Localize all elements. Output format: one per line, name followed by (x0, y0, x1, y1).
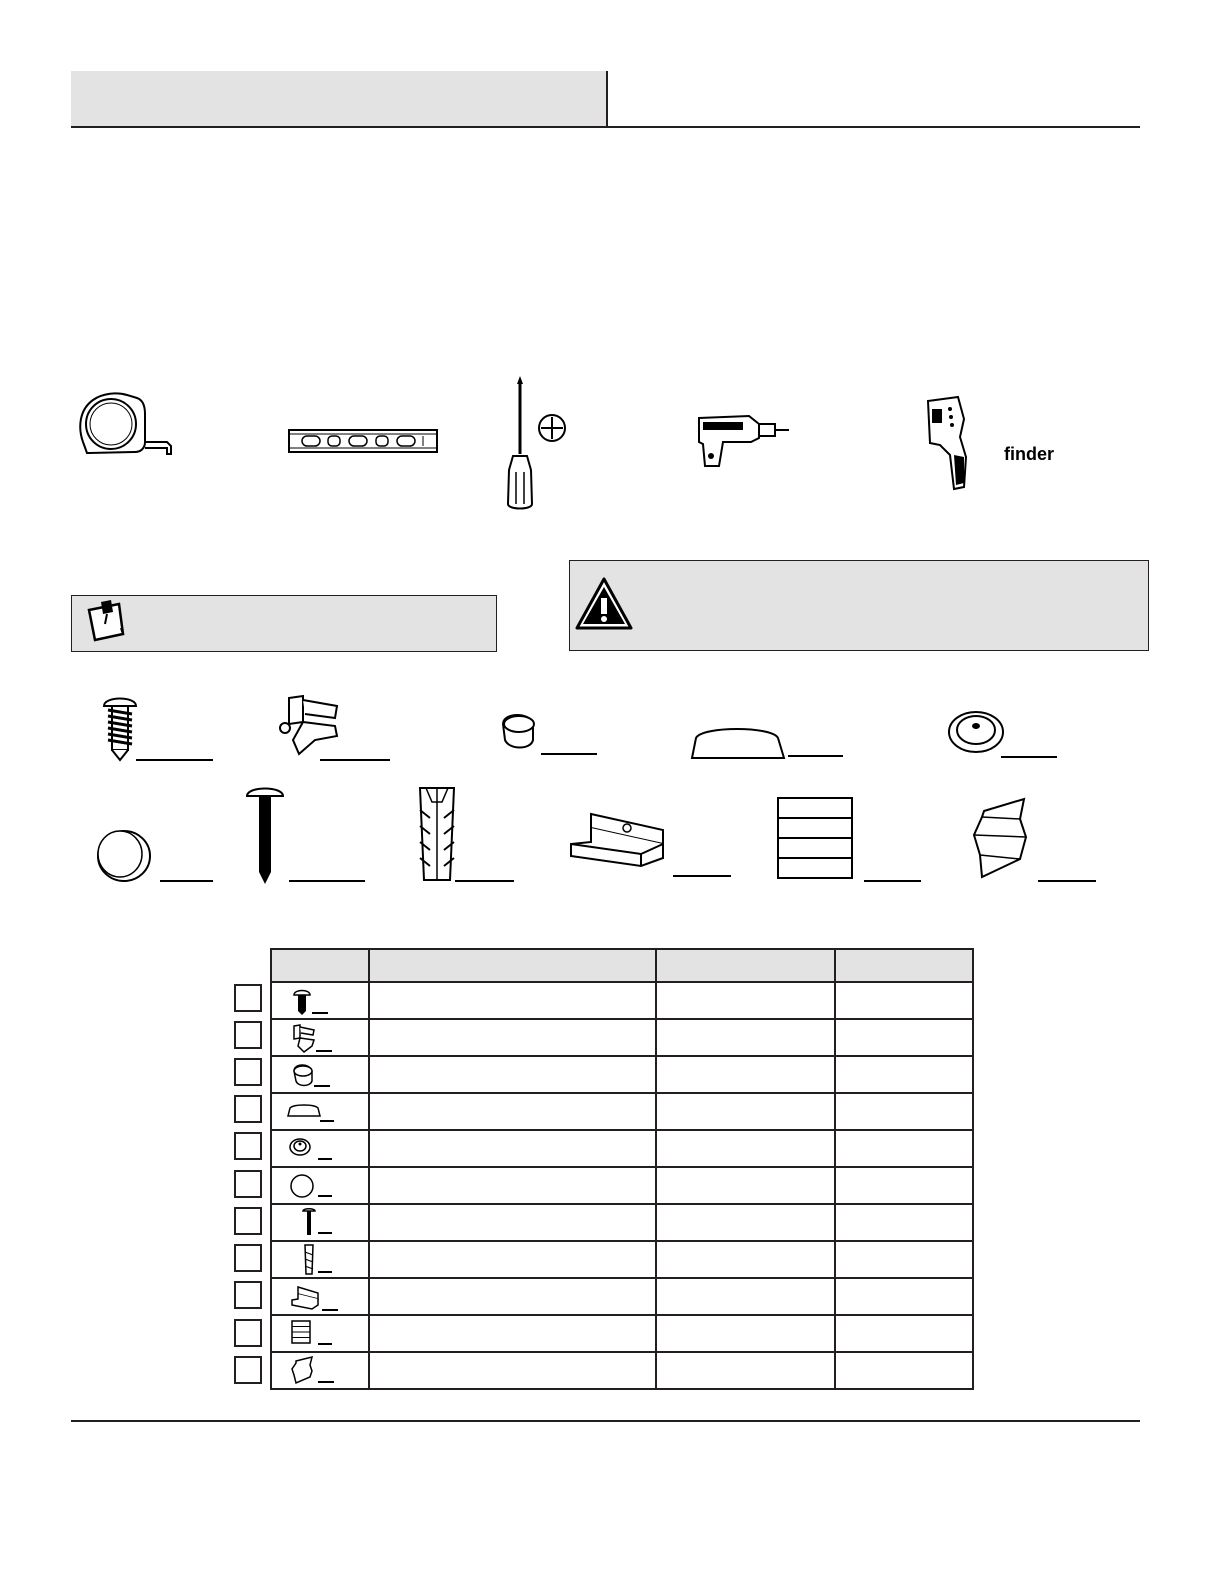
header-title-bar (71, 71, 608, 127)
quantity-blank (1038, 880, 1096, 882)
table-cell (656, 1278, 835, 1315)
quantity-blank (1001, 756, 1057, 758)
hanging-rail-icon (272, 1279, 368, 1314)
bumper-pad-icon (688, 724, 788, 762)
table-row (271, 1352, 973, 1389)
table-cell (835, 982, 973, 1019)
checklist-box[interactable] (234, 984, 262, 1012)
table-cell (656, 1093, 835, 1130)
checklist-box[interactable] (234, 1244, 262, 1272)
quantity-blank (788, 755, 843, 757)
table-cell (369, 982, 656, 1019)
table-cell (835, 1352, 973, 1389)
table-cell (369, 1130, 656, 1167)
part-icon-cell (271, 1315, 369, 1352)
quantity-blank (289, 880, 365, 882)
z-clip-icon (970, 797, 1028, 881)
table-cell (656, 1241, 835, 1278)
shelf-bracket-clip-icon (272, 1020, 368, 1055)
table-row (271, 1241, 973, 1278)
table-header-cell (656, 949, 835, 982)
table-cell (656, 1352, 835, 1389)
table-row (271, 1130, 973, 1167)
part-icon-cell (271, 1130, 369, 1167)
stud-finder-label: finder (1004, 444, 1055, 464)
warning-triangle-icon (574, 576, 634, 632)
part-icon-cell (271, 1278, 369, 1315)
plug-cap-icon (497, 710, 542, 752)
part-icon-cell (271, 1204, 369, 1241)
checklist-box[interactable] (234, 1058, 262, 1086)
table-cell (656, 1315, 835, 1352)
quantity-blank (673, 875, 731, 877)
table-cell (369, 1315, 656, 1352)
table-row (271, 1278, 973, 1315)
table-cell (656, 1130, 835, 1167)
table-header-row (271, 949, 973, 982)
header-divider (606, 71, 608, 128)
part-icon-cell (271, 1167, 369, 1204)
table-cell (369, 1019, 656, 1056)
table-cell (369, 1278, 656, 1315)
tape-measure-icon (75, 390, 180, 465)
quantity-blank (320, 759, 390, 761)
z-clip-icon (272, 1353, 368, 1388)
table-cell (369, 1204, 656, 1241)
quantity-blank (455, 880, 514, 882)
part-icon-cell (271, 1093, 369, 1130)
adhesive-strips-icon (777, 797, 854, 881)
table-cell (835, 1093, 973, 1130)
table-row (271, 1315, 973, 1352)
part-icon-cell (271, 1056, 369, 1093)
checklist-box[interactable] (234, 1281, 262, 1309)
table-row (271, 982, 973, 1019)
table-cell (656, 1019, 835, 1056)
table-cell (369, 1167, 656, 1204)
table-row (271, 1167, 973, 1204)
table-cell (656, 1204, 835, 1241)
warning-box (569, 560, 1149, 651)
level-icon (287, 428, 439, 454)
note-pin-icon (83, 598, 127, 644)
part-icon-cell (271, 1019, 369, 1056)
shelf-bracket-clip-icon (275, 692, 345, 760)
quantity-blank (541, 753, 597, 755)
cover-cap-icon (272, 1168, 368, 1203)
table-row (271, 1204, 973, 1241)
checklist-box[interactable] (234, 1170, 262, 1198)
part-icon-cell (271, 1352, 369, 1389)
table-row (271, 1019, 973, 1056)
wall-anchor-icon (414, 784, 460, 886)
quantity-blank (864, 880, 921, 882)
phillips-screwdriver-icon (498, 374, 573, 514)
table-cell (656, 982, 835, 1019)
screw-with-spring-icon (272, 983, 368, 1018)
grommet-icon (272, 1131, 368, 1166)
table-cell (835, 1315, 973, 1352)
table-cell (835, 1019, 973, 1056)
table-cell (369, 1241, 656, 1278)
checklist-box[interactable] (234, 1021, 262, 1049)
table-header-cell (835, 949, 973, 982)
table-header-cell (369, 949, 656, 982)
grommet-icon (946, 706, 1008, 758)
checklist-box[interactable] (234, 1095, 262, 1123)
checklist-box[interactable] (234, 1319, 262, 1347)
checklist-box[interactable] (234, 1207, 262, 1235)
table-row (271, 1093, 973, 1130)
checklist-box[interactable] (234, 1356, 262, 1384)
table-cell (835, 1204, 973, 1241)
long-screw-icon (245, 784, 285, 886)
table-cell (835, 1056, 973, 1093)
table-cell (835, 1278, 973, 1315)
hanging-rail-icon (567, 810, 667, 868)
table-cell (835, 1241, 973, 1278)
quantity-blank (136, 759, 213, 761)
hardware-table (270, 948, 974, 1390)
table-cell (835, 1167, 973, 1204)
table-row (271, 1056, 973, 1093)
quantity-blank (160, 880, 213, 882)
stud-finder-icon (920, 395, 992, 493)
table-header-cell (271, 949, 369, 982)
table-cell (369, 1093, 656, 1130)
long-screw-icon (272, 1205, 368, 1240)
plug-cap-icon (272, 1057, 368, 1092)
part-icon-cell (271, 1241, 369, 1278)
table-cell (369, 1352, 656, 1389)
wall-anchor-icon (272, 1242, 368, 1277)
header-rule (71, 126, 1140, 128)
checklist-box[interactable] (234, 1132, 262, 1160)
power-drill-icon (693, 408, 793, 473)
cover-cap-icon (96, 826, 156, 884)
screw-with-spring-icon (100, 692, 140, 762)
bumper-pad-icon (272, 1094, 368, 1129)
table-cell (656, 1056, 835, 1093)
part-icon-cell (271, 982, 369, 1019)
table-cell (656, 1167, 835, 1204)
table-cell (369, 1056, 656, 1093)
footer-rule (71, 1420, 1140, 1422)
adhesive-strips-icon (272, 1316, 368, 1351)
table-cell (835, 1130, 973, 1167)
note-box (71, 595, 497, 652)
